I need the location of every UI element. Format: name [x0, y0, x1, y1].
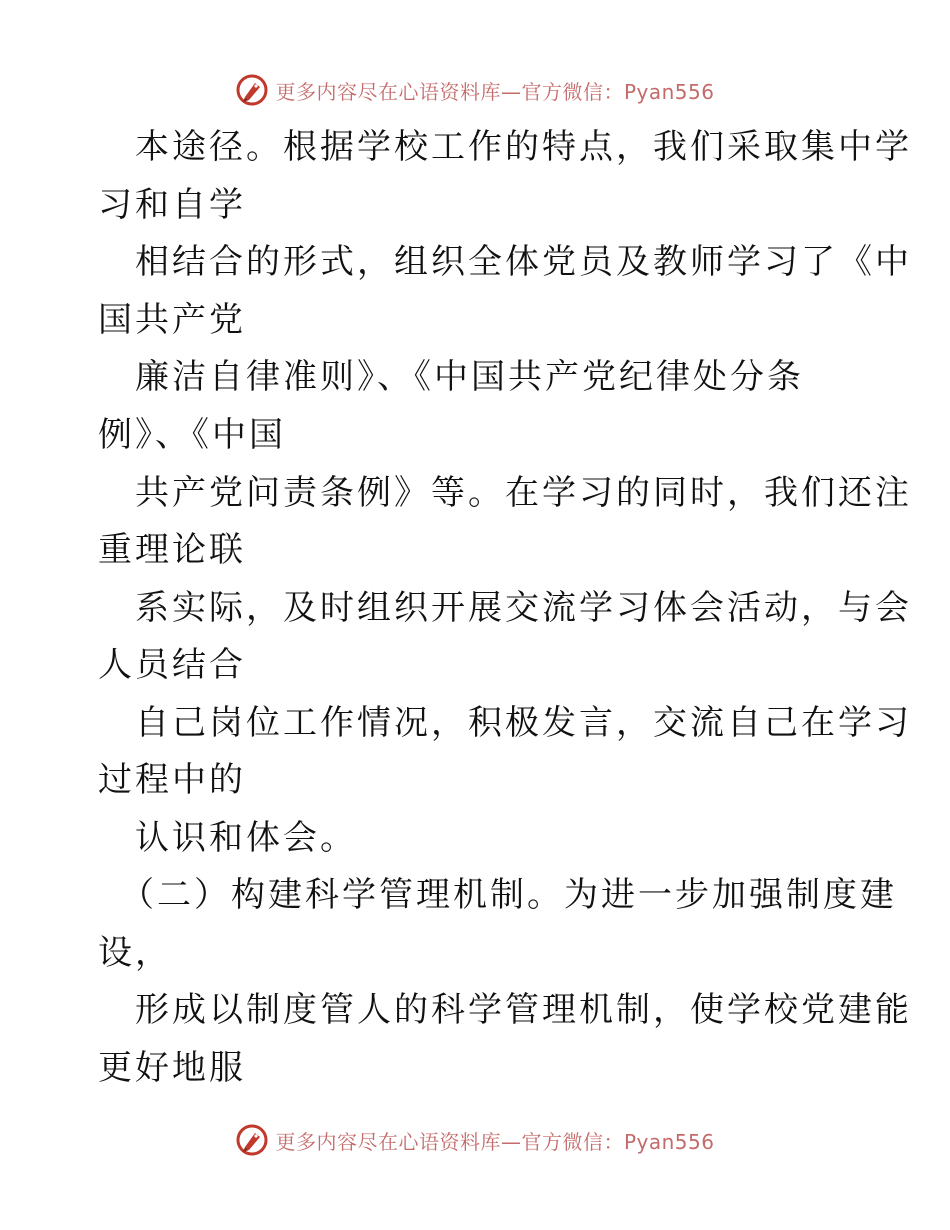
body-line: 形成以制度管人的科学管理机制，使学校党建能 [135, 990, 912, 1030]
body-line: 自己岗位工作情况，积极发言，交流自己在学习 [135, 703, 912, 743]
pen-nib-logo-icon [235, 1123, 269, 1157]
body-line: 过程中的 [98, 760, 246, 800]
body-line: 廉洁自律准则》、《中国共产党纪律处分条 [135, 357, 804, 397]
body-line: 共产党问责条例》等。在学习的同时，我们还注 [135, 473, 912, 513]
watermark-text: 更多内容尽在心语资料库—官方微信：Pyan556 [275, 1129, 715, 1154]
body-line: 国共产党 [98, 300, 246, 340]
body-line: 重理论联 [98, 530, 246, 570]
body-line: 人员结合 [98, 645, 246, 685]
watermark-text: 更多内容尽在心语资料库—官方微信：Pyan556 [275, 79, 715, 104]
body-line: 相结合的形式，组织全体党员及教师学习了《中 [135, 242, 912, 282]
body-line: 设， [98, 933, 172, 973]
footer-watermark [0, 1120, 950, 1160]
body-line: 系实际，及时组织开展交流学习体会活动，与会 [135, 588, 912, 628]
body-line: 例》、《中国 [98, 415, 286, 455]
body-line: 习和自学 [98, 185, 246, 225]
body-line: （二）构建科学管理机制。为进一步加强制度建 [120, 875, 897, 915]
body-line: 本途径。根据学校工作的特点，我们采取集中学 [135, 127, 912, 167]
body-line: 更好地服 [98, 1048, 246, 1088]
body-line: 认识和体会。 [135, 818, 357, 858]
